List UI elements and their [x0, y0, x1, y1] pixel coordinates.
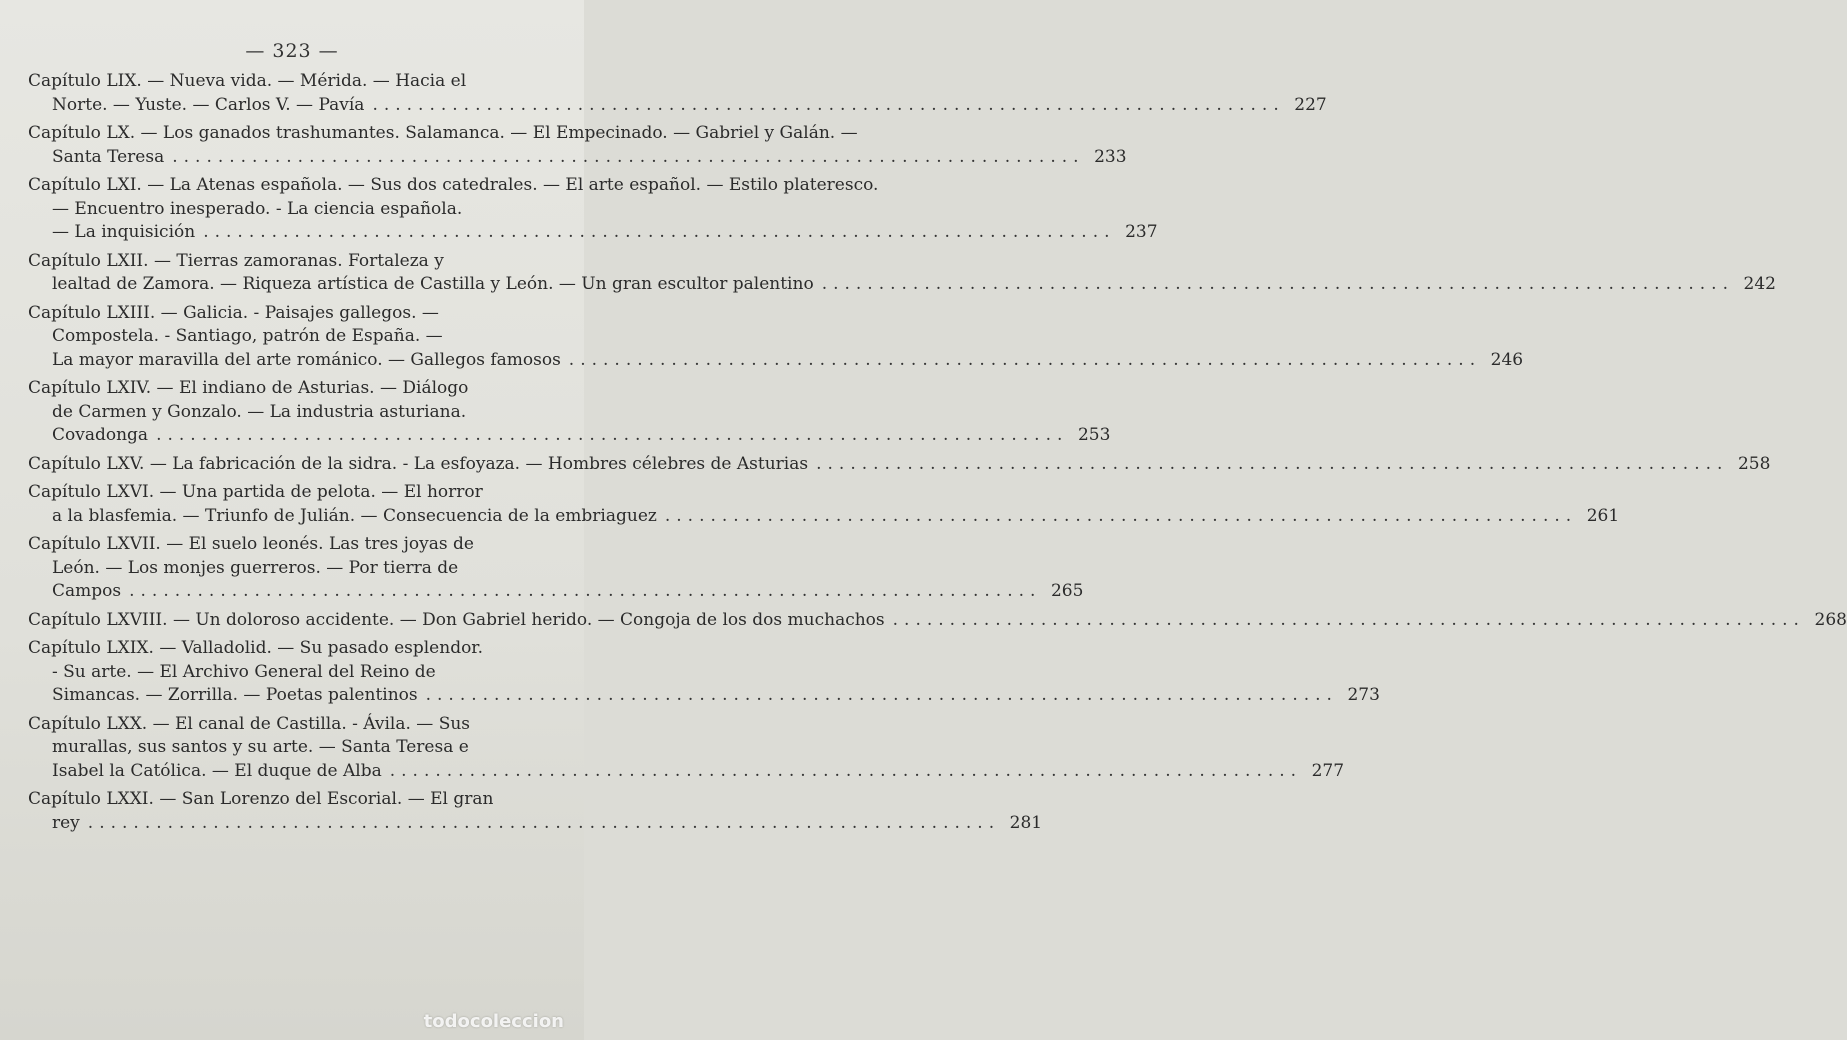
toc-entry-line [28, 250, 556, 274]
toc-page-number: 261 [1586, 505, 1620, 526]
toc-entry-text: rey [52, 812, 80, 833]
dot-leader: ................................................................................ [816, 453, 1729, 474]
toc-entry-text: Capítulo LXVII. — El suelo leonés. Las tres joyas de [28, 534, 474, 554]
toc-entry-text: — La inquisición [52, 222, 196, 242]
toc-entry-line [28, 325, 556, 349]
toc-entry-line [28, 122, 858, 146]
toc-entry [28, 377, 1111, 448]
toc-entry-text: Capítulo LXII. — Tierras zamoranas. Fortaleza y [28, 250, 444, 271]
toc-entry-line [28, 533, 556, 557]
dot-leader: ................................................................................ [389, 760, 1303, 781]
toc-entry-line [28, 349, 1524, 373]
toc-entry-line [28, 812, 1043, 836]
dot-leader: ................................................................................ [156, 425, 1069, 445]
toc-entry-text: Santa Teresa [52, 146, 165, 167]
toc-entry-line [28, 401, 556, 425]
table-of-contents [28, 70, 1847, 840]
toc-entry-line [28, 221, 1158, 245]
toc-entry-line [28, 146, 1127, 170]
dot-leader: ................................................................................ [664, 505, 1578, 526]
toc-page-number: 242 [1743, 274, 1776, 294]
dot-leader: ................................................................................ [87, 812, 1001, 833]
toc-entry-text: Capítulo LXIX. — Valladolid. — Su pasado esplendor. [28, 638, 483, 658]
toc-entry-text: La mayor maravilla del arte románico. — Gallegos famosos [52, 349, 561, 370]
toc-entry-line [28, 453, 1771, 477]
toc-entry-text: a la blasfemia. — Triunfo de Julián. — Consecuencia de la embriaguez [52, 505, 657, 526]
toc-entry-line [28, 70, 556, 94]
toc-entry-text: Capítulo LXVI. — Una partida de pelota. — El horror [28, 482, 483, 502]
toc-entry [28, 302, 1524, 373]
dot-leader: ................................................................................ [203, 222, 1116, 242]
toc-entry [28, 453, 1771, 477]
toc-entry-text: de Carmen y Gonzalo. — La industria asturiana. [52, 401, 467, 422]
dot-leader: ................................................................................ [129, 581, 1042, 601]
dot-leader: ................................................................................ [568, 349, 1482, 370]
toc-entry-text: Capítulo LXX. — El canal de Castilla. - Ávila. — Sus [28, 713, 471, 734]
toc-entry-line [28, 684, 1380, 708]
toc-entry-text: Simancas. — Zorrilla. — Poetas palentinos [52, 685, 418, 705]
toc-entry-line [28, 505, 1620, 529]
toc-entry [28, 250, 1776, 297]
toc-entry-text: - Su arte. — El Archivo General del Reino de [52, 661, 436, 682]
toc-entry-line [28, 557, 556, 581]
toc-page-number: 277 [1311, 760, 1345, 781]
dot-leader: ................................................................................ [821, 274, 1734, 294]
toc-page-number: 227 [1294, 94, 1327, 115]
toc-entry-text: Capítulo LIX. — Nueva vida. — Mérida. — Hacia el [28, 71, 467, 91]
toc-page-number: 281 [1009, 812, 1043, 833]
toc-page-number: 268 [1814, 609, 1847, 630]
toc-entry-line [28, 736, 556, 760]
toc-entry [28, 533, 1084, 604]
toc-entry-text: murallas, sus santos y su arte. — Santa Teresa e [52, 737, 469, 757]
toc-entry-text: Capítulo LXIV. — El indiano de Asturias. — Diálogo [28, 378, 469, 398]
toc-entry-line [28, 302, 556, 326]
toc-entry-line [28, 198, 556, 222]
toc-entry-line [28, 273, 1776, 297]
toc-entry-line [28, 481, 556, 505]
toc-entry-text: Capítulo LXV. — La fabricación de la sidra. - La esfoyaza. — Hombres célebres de Asturias [28, 453, 809, 474]
toc-page-number: 237 [1125, 222, 1158, 242]
toc-entry-text: lealtad de Zamora. — Riqueza artística de Castilla y León. — Un gran escultor palentino [52, 274, 814, 294]
toc-entry-line [28, 377, 556, 401]
toc-entry-line [28, 609, 1847, 633]
toc-entry-text: Capítulo LXI. — La Atenas española. — Sus dos catedrales. — El arte español. — Estilo plateresco. [28, 175, 879, 195]
toc-entry [28, 713, 1345, 784]
toc-entry-line [28, 94, 1327, 118]
toc-entry-line [28, 788, 556, 812]
toc-entry-text: León. — Los monjes guerreros. — Por tierra de [52, 557, 459, 578]
toc-entry-text: Norte. — Yuste. — Carlos V. — Pavía [52, 94, 365, 115]
toc-entry [28, 609, 1847, 633]
toc-entry-text: Capítulo LX. — Los ganados trashumantes. Salamanca. — El Empecinado. — Gabriel y Galán. — [28, 123, 858, 143]
toc-entry [28, 174, 1158, 245]
dot-leader: ................................................................................ [425, 685, 1338, 705]
toc-page-number: 233 [1094, 146, 1127, 167]
toc-page-number: 253 [1077, 425, 1111, 445]
toc-entry [28, 481, 1620, 528]
dot-leader: ................................................................................ [892, 609, 1805, 630]
toc-entry [28, 70, 1327, 117]
toc-page-number: 258 [1737, 453, 1771, 474]
dot-leader: ................................................................................ [172, 146, 1085, 167]
toc-entry-text: Capítulo LXXI. — San Lorenzo del Escorial. — El gran [28, 789, 494, 809]
toc-entry-text: Compostela. - Santiago, patrón de España. — [52, 326, 443, 346]
toc-entry [28, 788, 1043, 835]
toc-page-number: 273 [1347, 685, 1380, 705]
toc-entry-text: Capítulo LXIII. — Galicia. - Paisajes gallegos. — [28, 302, 439, 323]
watermark-logo: todocoleccion [423, 1011, 564, 1032]
toc-entry-text: Capítulo LXVIII. — Un doloroso accidente. — Don Gabriel herido. — Congoja de los dos muchachos [28, 609, 885, 630]
toc-entry-text: Covadonga [52, 425, 149, 445]
toc-entry-line [28, 174, 879, 198]
toc-entry-text: Isabel la Católica. — El duque de Alba [52, 760, 382, 781]
toc-page-number: 246 [1490, 349, 1524, 370]
toc-entry-text: — Encuentro inesperado. - La ciencia española. [52, 198, 463, 219]
dot-leader: ................................................................................ [372, 94, 1285, 115]
toc-entry-text: Campos [52, 581, 122, 601]
toc-entry-line [28, 713, 556, 737]
toc-entry [28, 637, 1380, 708]
toc-entry-line [28, 637, 556, 661]
toc-entry [28, 122, 1127, 169]
toc-entry-line [28, 661, 556, 685]
page-number: — 323 — [245, 40, 339, 62]
toc-entry-line [28, 760, 1345, 784]
toc-page-number: 265 [1050, 581, 1084, 601]
toc-entry-line [28, 580, 1084, 604]
toc-entry-line [28, 424, 1111, 448]
